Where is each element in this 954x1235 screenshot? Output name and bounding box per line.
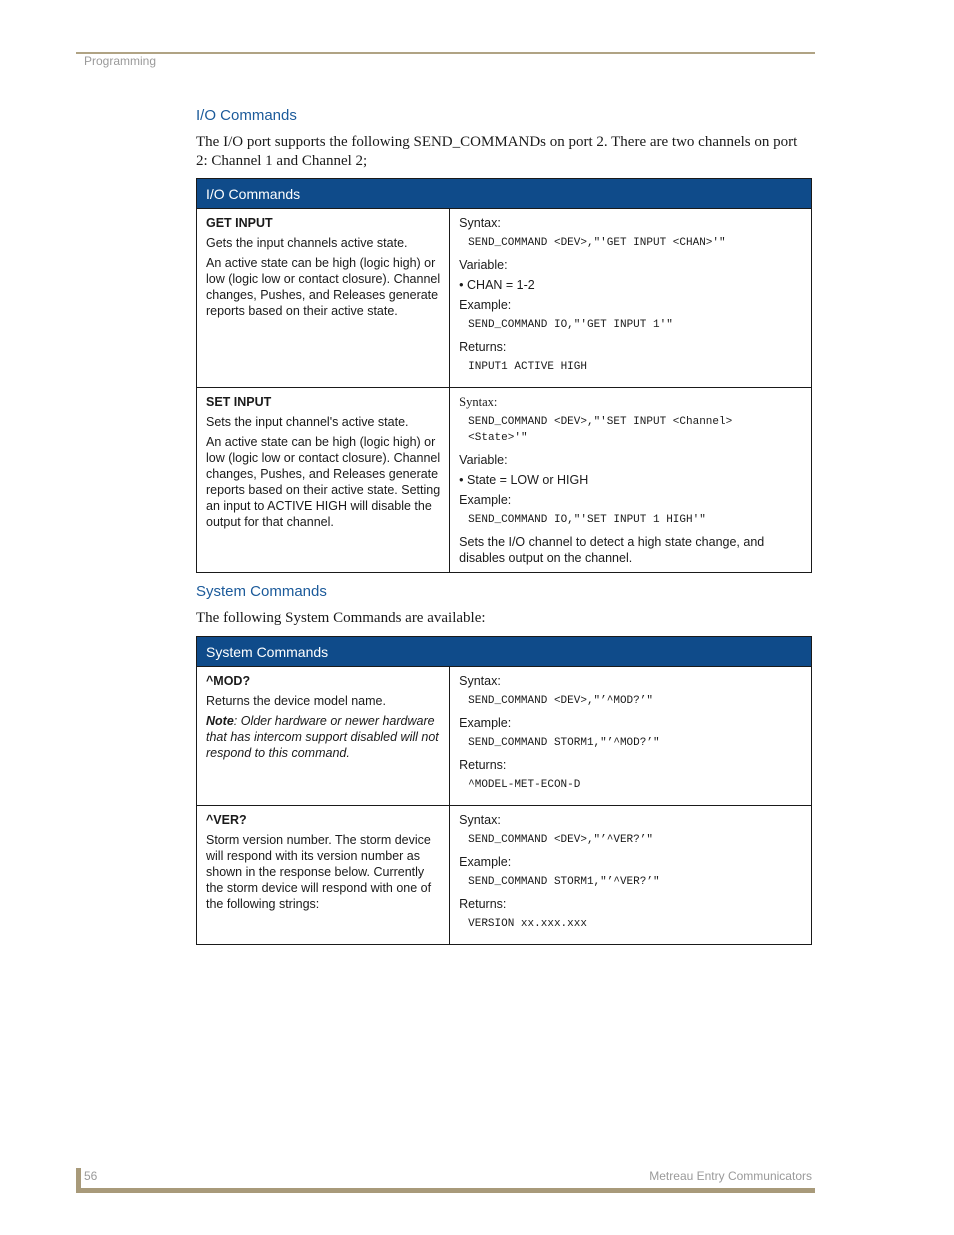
command-details: An active state can be high (logic high) or low (logic low or contact closure). Channel changes, Pushes, and Releases generate reports based on their active state. [206,256,441,318]
variable-label: Variable: [459,453,508,467]
command-summary: Returns the device model name. [206,694,386,708]
syntax-code-line1: SEND_COMMAND <DEV>,"'SET INPUT <Channel> [468,416,733,428]
command-summary: Sets the input channel's active state. [206,415,409,429]
command-description-cell [197,806,450,945]
command-note [206,713,441,761]
table-title: System Commands [197,637,812,667]
syntax-label: Syntax: [459,216,501,230]
command-name: SET INPUT [206,395,272,409]
variable-value: State = LOW or HIGH [467,473,589,487]
variable-label: Variable: [459,258,508,272]
example-code: SEND_COMMAND STORM1,"’^VER?’" [468,876,660,888]
io-commands-heading: I/O Commands [196,107,297,124]
example-label: Example: [459,298,512,312]
example-label: Example: [459,716,512,730]
note-text: : Older hardware or newer hardware that has intercom support disabled will not respond to this command. [206,714,439,760]
command-usage-cell [450,667,812,806]
returns-label: Returns: [459,897,507,911]
syntax-label: Syntax: [459,813,501,827]
footer-title: Metreau Entry Communicators [649,1169,812,1183]
variable-item: • CHAN = 1-2 [459,278,535,292]
command-description-cell [197,667,450,806]
page-number: 56 [84,1169,98,1183]
syntax-code: SEND_COMMAND <DEV>,"'GET INPUT <CHAN>'" [468,237,726,249]
system-commands-intro: The following System Commands are available: [196,610,486,626]
syntax-label: Syntax: [459,395,498,409]
example-label: Example: [459,493,512,507]
syntax-code: SEND_COMMAND <DEV>,"’^VER?’" [468,834,653,846]
command-usage-cell [450,388,812,573]
returns-label: Returns: [459,340,507,354]
header-rule [76,52,815,54]
returns-code: INPUT1 ACTIVE HIGH [468,361,587,373]
system-commands-table [196,636,812,945]
table-header-row [197,637,812,667]
returns-code: ^MODEL-MET-ECON-D [468,779,581,791]
table-header-row [197,179,812,209]
command-details: An active state can be high (logic high) or low (logic low or contact closure). Channel changes, Pushes, and Releases generate reports based on their active state. Setting an input to ACTIVE HIGH will disable the output for that channel. [206,435,441,529]
running-head: Programming [84,54,157,68]
command-explanation: Sets the I/O channel to detect a high state change, and disables output on the channel. [459,535,765,565]
table-row [197,667,812,806]
command-name: ^VER? [206,813,247,827]
command-description-cell [197,388,450,573]
command-name: ^MOD? [206,674,251,688]
table-row [197,806,812,945]
table-title: I/O Commands [197,179,812,209]
example-code: SEND_COMMAND STORM1,"’^MOD?’" [468,737,660,749]
syntax-code: SEND_COMMAND <DEV>,"’^MOD?’" [468,695,653,707]
example-code: SEND_COMMAND IO,"'GET INPUT 1'" [468,319,673,331]
table-row [197,209,812,388]
variable-item: • State = LOW or HIGH [459,473,589,487]
io-commands-table [196,178,812,573]
command-usage-cell [450,209,812,388]
syntax-code-line2: <State>'" [468,432,528,444]
command-usage-cell [450,806,812,945]
system-commands-heading: System Commands [196,583,327,600]
example-label: Example: [459,855,512,869]
io-commands-intro: The I/O port supports the following SEND_COMMANDs on port 2. There are two channels on port 2: Channel 1 and Channel 2; [196,134,798,169]
syntax-label: Syntax: [459,674,501,688]
command-summary: Gets the input channels active state. [206,236,408,250]
footer-rule [76,1188,815,1193]
note-label: Note [206,714,234,728]
returns-code: VERSION xx.xxx.xxx [468,918,587,930]
page-content [196,100,812,945]
command-description-cell [197,209,450,388]
returns-label: Returns: [459,758,507,772]
table-row [197,388,812,573]
example-code: SEND_COMMAND IO,"'SET INPUT 1 HIGH'" [468,514,706,526]
command-name: GET INPUT [206,216,273,230]
variable-value: CHAN = 1-2 [467,278,535,292]
command-summary: Storm version number. The storm device will respond with its version number as shown in the response below. Currently the storm device will respond with one of the following strings: [206,833,432,911]
